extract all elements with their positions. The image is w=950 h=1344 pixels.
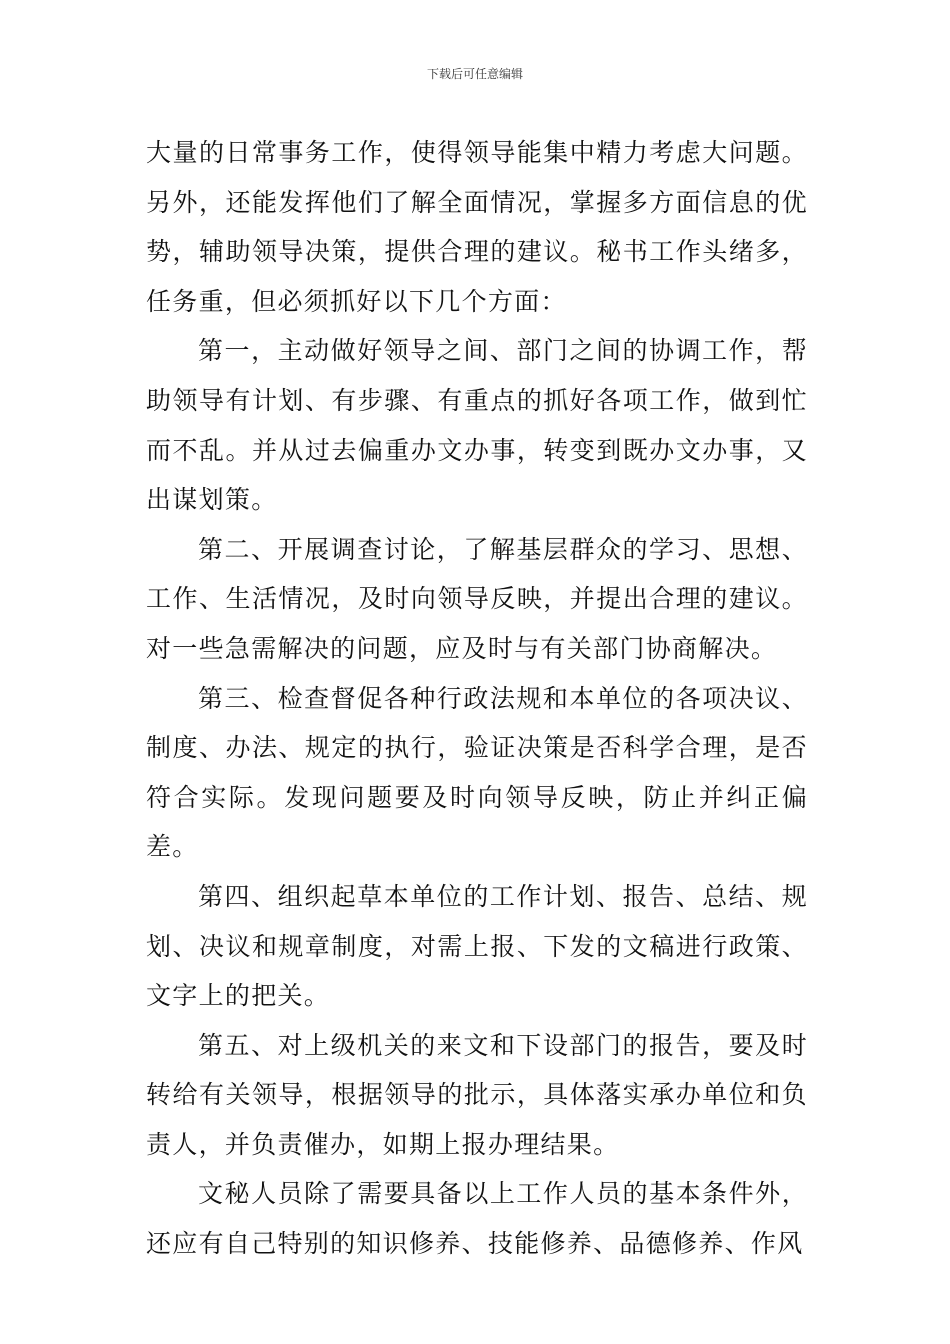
page-header: 下载后可任意编辑 <box>426 67 523 81</box>
document-body <box>146 128 808 1269</box>
paragraph-secretary-requirements: 文秘人员除了需要具备以上工作人员的基本条件外，还应有自己特别的知识修养、技能修养、品德修养、作风 <box>146 1179 808 1259</box>
paragraph-point-3: 第三、检查督促各种行政法规和本单位的各项决议、制度、办法、规定的执行，验证决策是否科学合理，是否符合实际。发现问题要及时向领导反映，防止并纠正偏差。 <box>146 683 808 862</box>
paragraph-point-4: 第四、组织起草本单位的工作计划、报告、总结、规划、决议和规章制度，对需上报、下发的文稿进行政策、文字上的把关。 <box>146 881 808 1011</box>
paragraph-point-5: 第五、对上级机关的来文和下设部门的报告，要及时转给有关领导，根据领导的批示，具体落实承办单位和负责人，并负责催办，如期上报办理结果。 <box>146 1030 808 1159</box>
paragraph-point-2: 第二、开展调查讨论，了解基层群众的学习、思想、工作、生活情况，及时向领导反映，并提出合理的建议。对一些急需解决的问题，应及时与有关部门协商解决。 <box>146 534 808 663</box>
paragraph-intro: 大量的日常事务工作，使得领导能集中精力考虑大问题。另外，还能发挥他们了解全面情况，掌握多方面信息的优势，辅助领导决策，提供合理的建议。秘书工作头绪多，任务重，但必须抓好以下几个方面： <box>146 138 808 316</box>
paragraph-point-1: 第一，主动做好领导之间、部门之间的协调工作，帮助领导有计划、有步骤、有重点的抓好各项工作，做到忙而不乱。并从过去偏重办文办事，转变到既办文办事，又出谋划策。 <box>146 336 808 515</box>
